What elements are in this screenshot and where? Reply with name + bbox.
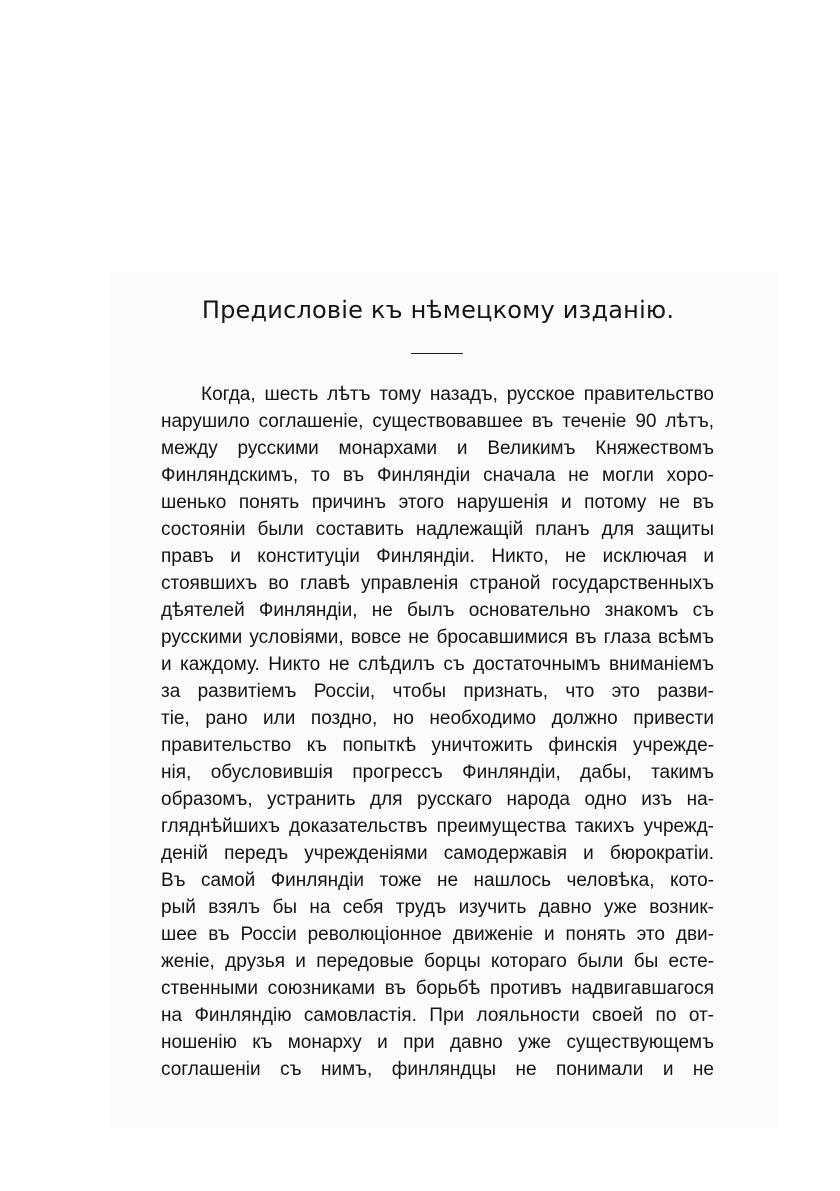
text-line: шенько понять причинъ этого нарушенія и потому не въ: [161, 492, 714, 513]
text-line: нарушило соглашеніе, существовавшее въ теченіе 90 лѣтъ,: [161, 411, 714, 432]
text-line: ношенію къ монарху и при давно уже существующемъ: [161, 1032, 714, 1053]
text-line: стоявшихъ во главѣ управленія страной государственныхъ: [161, 573, 714, 594]
text-line: правъ и конституціи Финляндіи. Никто, не исключая и: [161, 546, 714, 567]
text-line: Когда, шесть лѣтъ тому назадъ, русское правительство: [201, 384, 714, 405]
text-line: рый взялъ бы на себя трудъ изучить давно уже возник-: [161, 897, 714, 918]
text-line: правительство къ попыткѣ уничтожить финскія учрежде-: [161, 735, 714, 756]
text-line: и каждому. Никто не слѣдилъ съ достаточнымъ вниманіемъ: [161, 654, 714, 675]
text-line: тіе, рано или поздно, но необходимо должно привести: [161, 708, 714, 729]
text-line: дѣятелей Финляндіи, не былъ основательно знакомъ съ: [161, 600, 714, 621]
text-line: между русскими монархами и Великимъ Княжествомъ: [161, 438, 714, 459]
text-line: соглашеніи съ нимъ, финляндцы не понимали и не: [161, 1059, 714, 1080]
text-line: деній передъ учрежденіями самодержавія и бюрократіи.: [161, 843, 714, 864]
preface-text: [161, 381, 714, 1083]
text-line: ственными союзниками въ борьбѣ противъ надвигавшагося: [161, 978, 714, 999]
text-line: состояніи были составить надлежащій планъ для защиты: [161, 519, 714, 540]
text-line: женіе, друзья и передовые борцы котораго были бы есте-: [161, 951, 714, 972]
text-line: гляднѣйшихъ доказательствъ преимущества такихъ учрежд-: [161, 816, 714, 837]
title-divider: [411, 353, 463, 354]
text-line: Финляндскимъ, то въ Финляндіи сначала не могли хоро-: [161, 465, 714, 486]
text-line: нія, обусловившія прогрессъ Финляндіи, дабы, такимъ: [161, 762, 714, 783]
text-line: русскими условіями, вовсе не бросавшимися въ глаза всѣмъ: [161, 627, 714, 648]
text-line: образомъ, устранить для русскаго народа одно изъ на-: [161, 789, 714, 810]
text-line: за развитіемъ Россіи, чтобы признать, что это разви-: [161, 681, 714, 702]
page-title: Предисловіе къ нѣмецкому изданію.: [201, 296, 675, 324]
text-line: на Финляндію самовластія. При лояльности своей по от-: [161, 1005, 714, 1026]
text-line: Въ самой Финляндіи тоже не нашлось человѣка, кото-: [161, 870, 714, 891]
text-line: шее въ Россіи революціонное движеніе и понять это дви-: [161, 924, 714, 945]
